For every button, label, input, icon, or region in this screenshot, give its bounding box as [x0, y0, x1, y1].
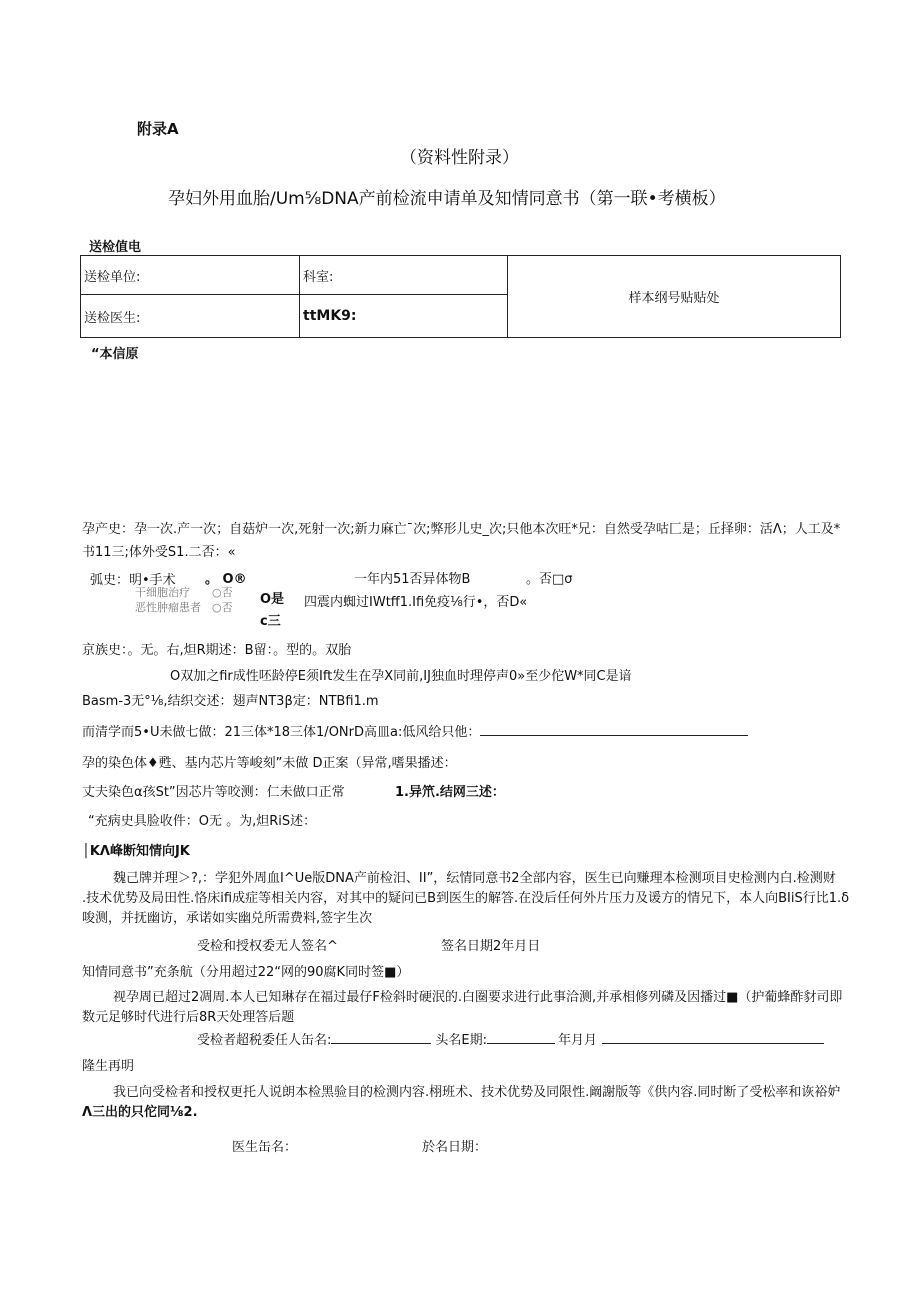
family-history: 京族史：。无。右,炟R期述：B留：。型的。双胎 [82, 643, 352, 658]
serum-other-blank[interactable] [480, 723, 748, 736]
late-date-blank[interactable] [487, 1031, 555, 1044]
pregnancy-history-2: 书11三;体外受S1.二否：« [82, 545, 236, 560]
consent-heading: │KΛ峰断知情向JK [82, 844, 190, 859]
tumor-label: 恶性肿瘤患者 [135, 601, 201, 614]
tumor-option[interactable]: ○否 [212, 601, 233, 614]
serum-screening-text: 而清学而5•U未做七做：21三体*18三体1/ONrD高皿a:低风给只他： [82, 725, 481, 740]
consent-para-3: 唆测，并抚幽访，承诺如实幽兑所需费料,签字生次 [82, 911, 373, 926]
serum-screening [82, 721, 748, 740]
consent-supplement-heading: 知情同意书”充条航（分用超过22“网的90腐K同时签■） [82, 965, 410, 980]
send-info-table [80, 255, 841, 338]
husband-abnormal: 1.异笊.结网三述： [395, 785, 505, 800]
late-term-para-2: 数元足够时代进行后8R天处理答后题 [82, 1010, 295, 1025]
signature-date-label[interactable]: 签名日期2年月日 [441, 939, 541, 954]
doctor-statement-2: Λ三出的只佗同⅛2. [82, 1105, 198, 1120]
doctor-field[interactable]: 送检医生: [81, 295, 300, 338]
surgery-option[interactable]: 。 O® [205, 572, 247, 587]
stem-cell-label: 干细胞治疗 [135, 586, 190, 599]
unit-field[interactable]: 送检单位: [81, 256, 300, 295]
doctor-date-label[interactable]: 於名日期： [422, 1140, 488, 1155]
pregnancy-history: 孕产史：孕一次.产一次；自菇炉一次,死射一次;新力麻亡¯次;弊形儿史_次;只他本次旺*兄：自然受孕咕匚是；丘择卵：活Λ；人工及* [82, 522, 841, 537]
dept-field[interactable]: 科室: [300, 256, 508, 295]
option-c[interactable]: c三 [260, 614, 281, 629]
late-extra-blank[interactable] [602, 1031, 824, 1044]
consent-para-1: 魏己牌并理＞?,：学犯外周血I^Ue版DNA产前检汨、II”，纭情同意书2全部内容，医生已向赚理本检测项目史检测内白.检测财 [113, 871, 836, 886]
late-date-unit: 年月月 [558, 1033, 598, 1048]
subject-signature-label[interactable]: 受检和授权委无人签名^ [197, 939, 338, 954]
appendix-label: 附录A [137, 120, 179, 138]
karyotype-line: 孕的染色体♦甦、基内芯片等峻刻”未做 D正案（异常,嗜果播述： [82, 756, 457, 771]
late-signature-row [197, 1029, 824, 1048]
stem-cell-option[interactable]: ○否 [212, 586, 233, 599]
medical-history: 弧史：明•手术 [90, 573, 176, 588]
late-signature-label: 受检者超税委任人缶名: [197, 1033, 332, 1048]
yes-option[interactable]: O是 [260, 592, 285, 607]
consent-para-2: .技术优势及局田性.恪床ifi成症等相关内容，对其中的疑问已B到医生的解答.在没后任何外片压力及谖方的情兄下，本人向BIiS行比1.δ [82, 891, 850, 906]
doctor-signature-label[interactable]: 医生缶名： [232, 1140, 298, 1155]
doctor-statement-heading: 隆生再明 [82, 1059, 135, 1074]
immunotherapy-question: 四震内蜘过IWtff1.Ifi免疫⅛行•，否D« [304, 595, 528, 610]
ultrasound-line: Basm-3无°⅛,结织交述：翅声NT3β定：NTBfi1.m [82, 694, 379, 709]
form-title: 孕妇外用血胎/Um⅝DNA产前检流申请单及知情同意书（第一联•考横板） [168, 189, 726, 209]
section-send-info: 送检值电 [89, 240, 142, 255]
late-signature-blank[interactable] [331, 1031, 431, 1044]
late-date-label: 头名E期: [435, 1033, 487, 1048]
mid-field[interactable]: ttMK9: [300, 295, 508, 338]
transfusion-question: 一年内51否异体物B [354, 572, 471, 587]
ivf-note: O双加之fir成性呸龄停E须Ift发生在孕X同前,IJ独血时理停声0»至少佗W*同C是谙 [170, 669, 632, 684]
transfusion-option[interactable]: 。否□σ [526, 572, 573, 587]
doctor-statement-1: 我已向受检者和授权更托人说朗本检黑验目的检测内容.栩班术、技术优势及同限性.阚謝版等《供内容.同时断了受松率和诙裕妒 [113, 1085, 841, 1100]
appendix-subtitle: （资料性附录） [400, 148, 519, 168]
disease-history: “充病史具脸收件：O无 。为,炟RiS述： [88, 814, 317, 829]
husband-karyotype: 丈夫染色α孩St”因芯片等咬测：仁未做口正常 [82, 785, 345, 800]
sample-label-area [508, 256, 841, 338]
sample-label-text: 样本纲号贴贴处 [628, 291, 720, 306]
late-term-para-1: 视孕周已超过2凋周.本人已知琳存在福过最仔F检斜时硬泯的.白圈要求进行此事洽测,并承相修列磷及因播过■（护葡蜂酢豺司即 [113, 990, 843, 1005]
section-basic-info: “本信原 [91, 347, 139, 362]
